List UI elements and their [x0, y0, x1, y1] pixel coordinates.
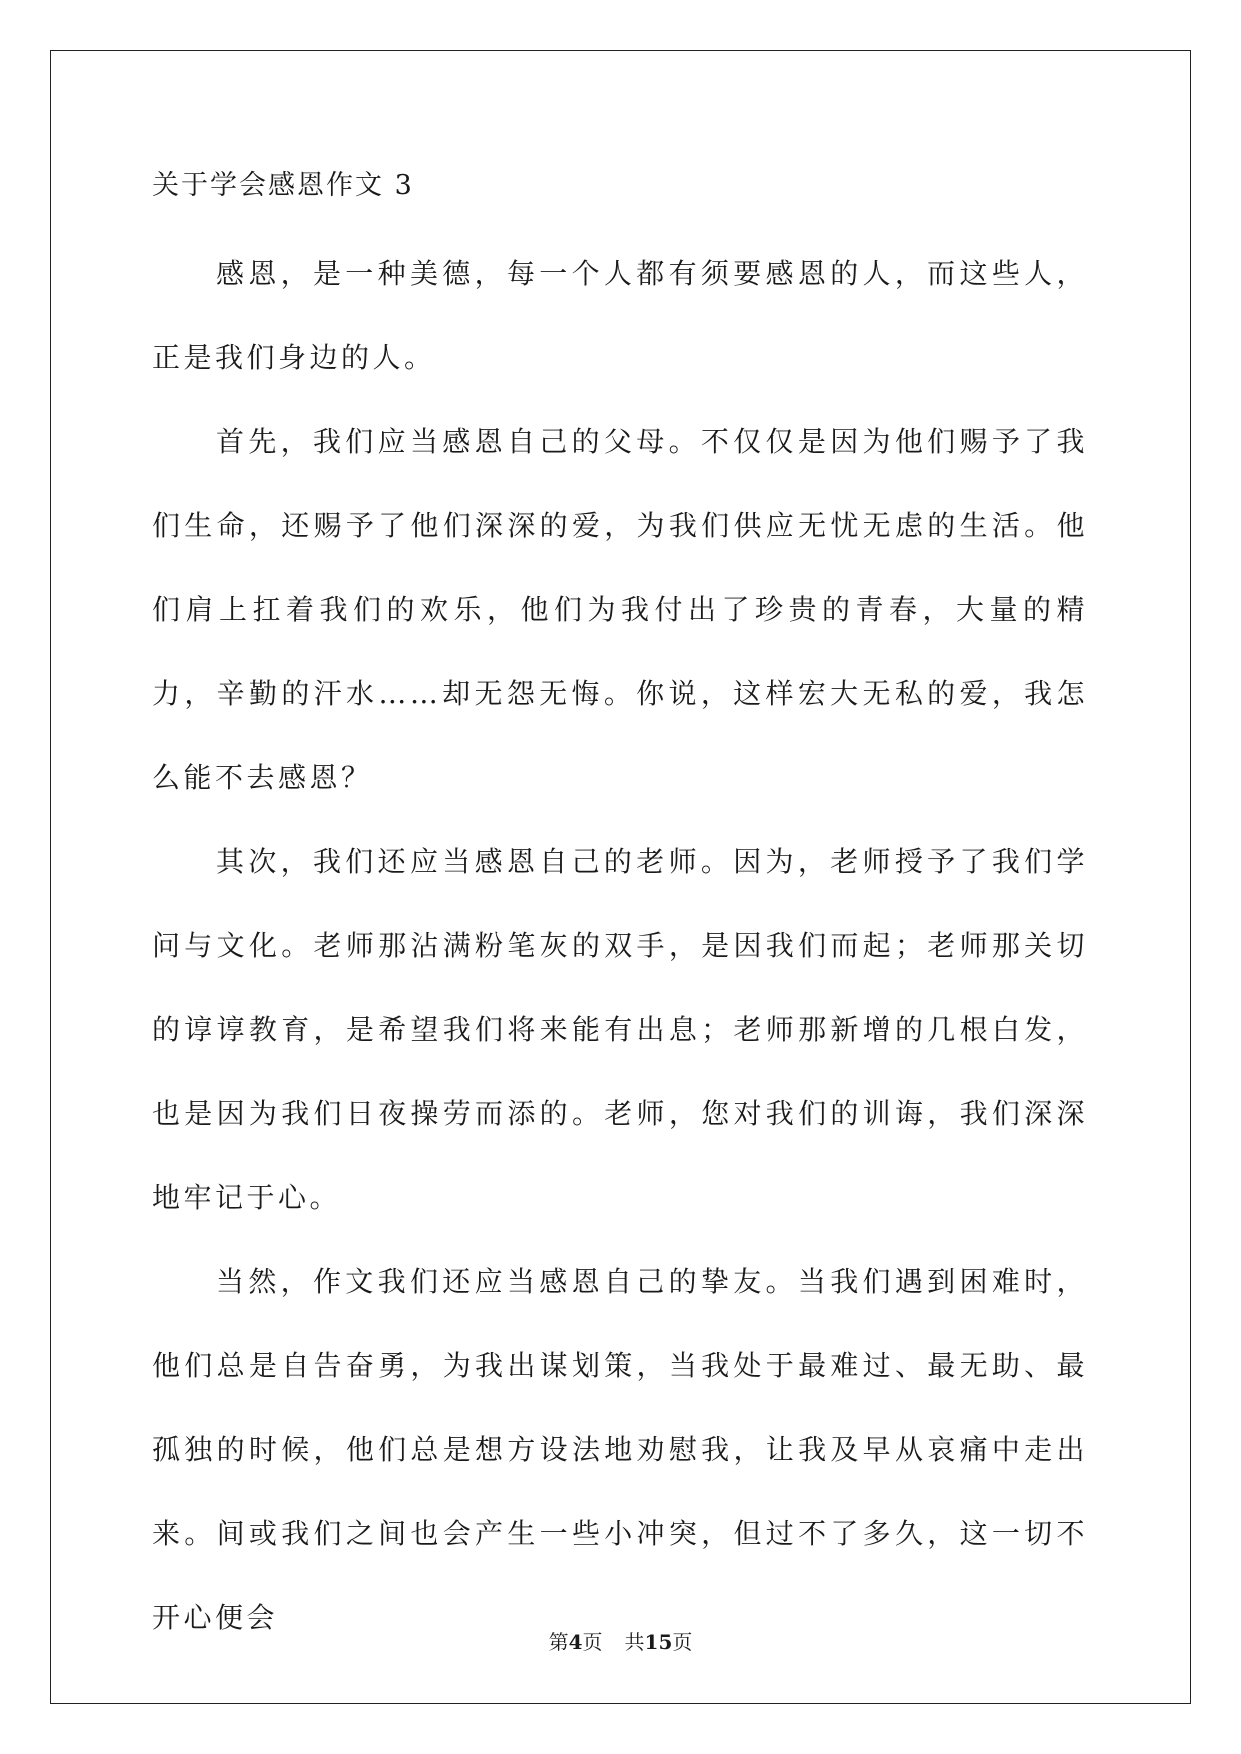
page-label-suffix: 页	[582, 1630, 603, 1654]
page-label-prefix: 第	[548, 1630, 569, 1654]
paragraph: 其次，我们还应当感恩自己的老师。因为，老师授予了我们学问与文化。老师那沾满粉笔灰的双手，是因我们而起；老师那关切的谆谆教育，是希望我们将来能有出息；老师那新增的几根白发，也是因为我们日夜操劳而添的。老师，您对我们的训诲，我们深深地牢记于心。	[152, 845, 1088, 1214]
paragraph: 首先，我们应当感恩自己的父母。不仅仅是因为他们赐予了我们生命，还赐予了他们深深的爱，为我们供应无忧无虑的生活。他们肩上扛着我们的欢乐，他们为我付出了珍贵的青春，大量的精力，辛勤的汗水……却无怨无悔。你说，这样宏大无私的爱，我怎么能不去感恩？	[152, 425, 1088, 794]
page-number: 4	[568, 1630, 583, 1654]
page-footer	[0, 1630, 1241, 1654]
paragraph: 当然，作文我们还应当感恩自己的挚友。当我们遇到困难时，他们总是自告奋勇，为我出谋划策，当我处于最难过、最无助、最孤独的时候，他们总是想方设法地劝慰我，让我及早从哀痛中走出来。间或我们之间也会产生一些小冲突，但过不了多久，这一切不开心便会	[152, 1265, 1088, 1634]
total-label-suffix: 页	[672, 1630, 693, 1654]
total-pages: 15	[644, 1630, 673, 1654]
total-label-prefix: 共	[624, 1630, 645, 1654]
document-body	[152, 166, 1088, 1660]
paragraph: 感恩，是一种美德，每一个人都有须要感恩的人，而这些人，正是我们身边的人。	[152, 257, 1088, 374]
document-title: 关于学会感恩作文 3	[152, 170, 414, 201]
